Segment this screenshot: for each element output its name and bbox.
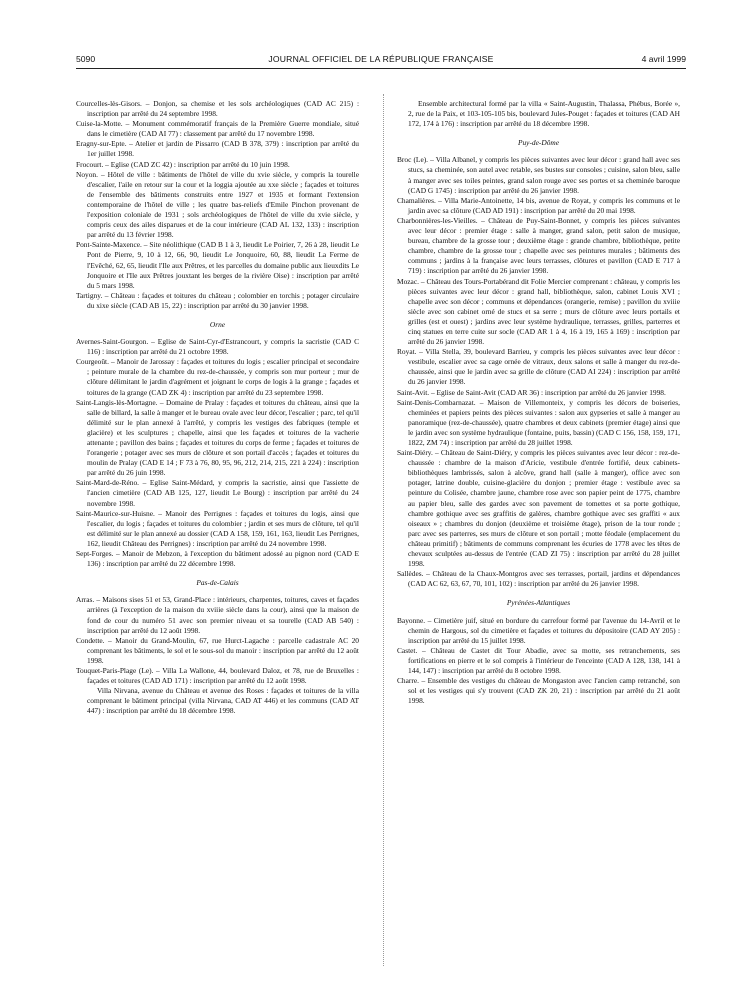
department-heading: Orne (209, 319, 226, 329)
monument-entry: Mozac. – Château des Tours-Portabérand dit Folie Mercier comprenant : château, y compris les pièces suivantes avec leur décor : grand hall, bibliothèque, salon, cabinet Louis XVI ; chapelle avec son décor ; communs et dépendances (orangerie, remise) ; pavillon du xviiie siècle avec son cabinet orné de stucs et sa serre ; murs de clôture avec leurs portails et grilles (est et ouest) ; jardins avec leur système hydraulique, terrasses, grilles, parterres et cinq statues en terre cuite sur socle (CAD AR 1 à 4, 16 à 19, 165 à 169) : inscription par arrêté du 26 janvier 1998. (397, 276, 680, 347)
column-divider (383, 94, 384, 966)
monument-entry: Saint-Denis-Combarnazat. – Maison de Villemonteix, y compris les décors de boiseries, cheminées et papiers peints des pièces suivantes : salon aux gypseries et salle à manger au panoramique (rez-de-chaussée), quatre chambres et deux cabinets (premier étage) ainsi que le jardin avec son système hydraulique (fontaine, puits, bassin) (CAD C 156, 158, 159, 171, 1822, ZM 74) : inscription par arrêté du 28 juillet 1998. (397, 397, 680, 447)
monument-entry: Frocourt. – Eglise (CAD ZC 42) : inscription par arrêté du 10 juin 1998. (76, 159, 290, 169)
journal-title: JOURNAL OFFICIEL DE LA RÉPUBLIQUE FRANÇAISE (268, 54, 494, 64)
monument-entry: Courcelles-lès-Gisors. – Donjon, sa chemise et les sols archéologiques (CAD AC 215) : inscription par arrêté du 24 septembre 1998. (76, 99, 359, 119)
monument-entry: Saint-Maurice-sur-Huisne. – Manoir des Perrignes : façades et toitures du logis, ainsi que l'escalier, du logis ; façades et toitures du colombier ; jardin et ses murs de clôture, tel qu'il est délimité sur le plan annexé au dossier (CAD A 158, 159, 161, 163, lieudit Les Perrignes, 162, lieudit Château des Perrignes) : inscription par arrêté du 24 novembre 1998. (76, 508, 359, 548)
monument-entry: Saint-Diéry. – Château de Saint-Diéry, y compris les pièces suivantes avec leur décor : rez-de-chaussée : chambre de la maison d'Aricie, vestibule d'entrée fortifié, deux cabinets-bibliothèques lambrissés, salon à alcôve, grand hall (salle à manger), office avec son potager, latrine double, cuisine-glacière du donjon ; premier étage : vestibule avec sa peinture du Colisée, chambre jaune, chambre rose avec son papier peint de 1775, chambre au papier bleu, salle des gardes avec son pavement de tomettes et sa porte gothique, chambre gothique avec ses graffitis de galères, chambre gothique avec ses graffiti « aux oiseaux » ; chambres du donjon (deuxième et troisième étage), prison de la tour ronde ; parc avec ses parterres, ses murs de clôture et son portail ; motte féodale (emplacement du château primitif) ; bâtiments de communs comprenant les écuries de 1778 avec les têtes de chevaux sculptées au-dessus de l'entrée (CAD ZI 75) : inscription par arrêté du 28 juillet 1998. (397, 448, 680, 569)
monument-entry: Saint-Mard-de-Réno. – Eglise Saint-Médard, y compris la sacristie, ainsi que l'assiette de l'ancien cimetière (CAD AB 125, 127, lieudit Le Bourg) : inscription par arrêté du 24 novembre 1998. (76, 478, 359, 508)
monument-entry-continued: Villa Nirvana, avenue du Château et avenue des Roses : façades et toitures de la villa comprenant le bâtiment principal (villa Nirvana, CAD AT 446) et les communs (CAD AT 447) : inscription par arrêté du 18 décembre 1998. (87, 686, 359, 716)
department-heading: Puy-de-Dôme (517, 138, 560, 148)
monument-entry: Chamalières. – Villa Marie-Antoinette, 14 bis, avenue de Royat, y compris les communs et le jardin avec sa clôture (CAD AD 191) : inscription par arrêté du 20 mai 1998. (397, 195, 680, 215)
page-header (76, 54, 686, 68)
monument-entry: Charre. – Ensemble des vestiges du château de Mongaston avec l'ancien camp retranché, son sol et les vestiges qui s'y trouvent (CAD ZK 20, 21) : inscription par arrêté du 21 août 1998. (397, 676, 680, 706)
monument-entry: Charbonnières-les-Vieilles. – Château de Puy-Saint-Bonnet, y compris les pièces suivantes avec leur décor : premier étage : salle à manger, grand salon, petit salon de musique, bureau, chambre de la grosse tour ; deuxième étage : grande chambre, bibliothèque, petite chambre, chambre de la grosse tour ; chapelle avec ses peintures murales ; bâtiments des communs ; jardins à la française avec leurs terrasses, clôtures et pavillon (CAD E 717 à 719) : inscription par arrêté du 26 janvier 1998. (397, 215, 680, 276)
issue-date: 4 avril 1999 (641, 54, 686, 64)
right-column (397, 99, 680, 706)
monument-entry-continued: Ensemble architectural formé par la villa « Saint-Augustin, Thalassa, Phébus, Borée », 2, rue de la Paix, et 103-105-105 bis, boulevard Jules-Pouget : façades et toitures (CAD AH 172, 174 à 176) : inscription par arrêté du 18 décembre 1998. (408, 99, 680, 129)
monument-entry: Arras. – Maisons sises 51 et 53, Grand-Place : intérieurs, charpentes, toitures, caves et façades arrières (à l'exception de la maison du xviiie siècle dans la cour), ainsi que la maison de fond de cour du numéro 51 avec son premier niveau et sa tourelle (CAD AB 540) : inscription par arrêté du 12 août 1998. (76, 595, 359, 635)
monument-entry: Noyon. – Hôtel de ville : bâtiments de l'hôtel de ville du xvie siècle, y compris la tourelle d'escalier, l'aile en retour sur la cour et la loggia ajoutée au xxe siècle ; façades et toitures de l'ensemble des bâtiments construits entre 1927 et 1935 et formant l'extension contemporaine de l'hôtel de ville ; les quatre bas-reliefs d'Emile Pinchon provenant de l'exposition coloniale de 1931 ; sols archéologiques de l'hôtel de ville du xvie siècle, y compris ceux des ailes disparues et de la cour intérieure (CAD AL 132, 133) : inscription par arrêté du 13 février 1998. (76, 169, 359, 240)
monument-entry: Tartigny. – Château : façades et toitures du château ; colombier en torchis ; potager circulaire du xixe siècle (CAD AB 15, 22) : inscription par arrêté du 30 janvier 1998. (76, 290, 359, 310)
monument-entry: Sept-Forges. – Manoir de Mebzon, à l'exception du bâtiment adossé au pignon nord (CAD E 136) : inscription par arrêté du 22 décembre 1998. (76, 549, 359, 569)
left-column (76, 99, 359, 716)
monument-entry: Pont-Sainte-Maxence. – Site néolithique (CAD B 1 à 3, lieudit Le Poirier, 7, 26 à 28, lieudit Le Pont de Pierre, 9, 10 à 12, 66, 90, lieudit Le Jonquoire, 60, 88, lieudit La Ferme de l'Evêché, 62, 65, lieudit l'Ile aux Prêtres, et les parcelles du domaine public aux lieuxdits Le Jonquoire et l'Ile aux Prêtres jouxtant les berges de la rivière Oise) : inscription par arrêté du 5 mars 1998. (76, 240, 359, 290)
monument-entry: Condette. – Manoir du Grand-Moulin, 67, rue Hurct-Lagache : parcelle cadastrale AC 20 comprenant les bâtiments, le sol et le sous-sol du manoir : inscription par arrêté du 12 août 1998. (76, 635, 359, 665)
department-heading: Pyrénées-Atlantiques (506, 598, 571, 608)
monument-entry: Saint-Avit. – Eglise de Saint-Avit (CAD AR 36) : inscription par arrêté du 26 janvier 1998. (397, 387, 666, 397)
monument-entry: Cuise-la-Motte. – Monument commémoratif français de la Première Guerre mondiale, situé dans le cimetière (CAD AI 77) : classement par arrêté du 17 novembre 1998. (76, 119, 359, 139)
monument-entry: Royat. – Villa Stella, 39, boulevard Barrieu, y compris les pièces suivantes avec leur décor : vestibule, escalier avec sa cage ornée de vitraux, deux salons et salle à manger du rez-de-chaussée, ainsi que le jardin avec sa grille de clôture (CAD AI 224) : inscription par arrêté du 26 janvier 1998. (397, 347, 680, 387)
monument-entry: Sallèdes. – Château de la Chaux-Montgros avec ses terrasses, portail, jardins et dépendances (CAD AC 62, 63, 67, 70, 101, 102) : inscription par arrêté du 26 janvier 1998. (397, 569, 680, 589)
department-heading: Pas-de-Calais (196, 578, 239, 588)
monument-entry: Eragny-sur-Epte. – Atelier et jardin de Pissarro (CAD B 378, 379) : inscription par arrêté du 1er juillet 1998. (76, 139, 359, 159)
monument-entry: Saint-Langis-lès-Mortagne. – Domaine de Pralay : façades et toitures du château, ainsi que la salle de billard, la salle à manger et le bureau ovale avec leur décor, l'escalier ; parc, tel qu'il délimité sur le plan annexé à l'arrêté, y compris les vestiges des fabriques (temple et glacière) et les sculptures ; chapelle, ainsi que les façades et toitures de la vacherie attenante ; pavillon des bains ; façades et toitures du corps de ferme ; façades et toitures de l'orangerie ; potager avec ses murs de clôture et son portail d'accès ; façades et toitures du moulin de Pralay (CAD E 14 ; F 73 à 76, 80, 95, 96, 212, 214, 215, 221 à 224) : inscription par arrêté du 26 juin 1998. (76, 397, 359, 478)
monument-entry: Bayonne. – Cimetière juif, situé en bordure du carrefour formé par l'avenue du 14-Avril et le chemin de Hargous, sol du cimetière et façades et toitures du dépositoire (CAD AY 205) : inscription par arrêté du 15 juillet 1998. (397, 615, 680, 645)
header-rule (76, 68, 686, 69)
monument-entry: Courgeoût. – Manoir de Jarossay : façades et toitures du logis ; escalier principal et secondaire ; peinture murale de la chambre du rez-de-chaussée, y compris son mur porteur ; mur de clôture délimitant le jardin d'agrément et joignant le corps de logis à la grange ; façades et toitures de la grange (CAD ZK 4) : inscription par arrêté du 23 septembre 1998. (76, 357, 359, 397)
monument-entry: Castet. – Château de Castet dit Tour Abadie, avec sa motte, ses retranchements, ses fortifications en pierre et le sol compris à l'intérieur de l'enceinte (CAD A 128, 138, 141 à 144, 147) : inscription par arrêté du 8 octobre 1998. (397, 645, 680, 675)
monument-entry: Broc (Le). – Villa Albanel, y compris les pièces suivantes avec leur décor : grand hall avec ses stucs, sa cheminée, son autel avec retable, ses bustes sur consoles ; cuisine, salon bleu, salle à manger avec ses toiles peintes, grand salon rouge avec ses portes et sa cheminée baroque (CAD G 1745) : inscription par arrêté du 26 janvier 1998. (397, 155, 680, 195)
page-number: 5090 (76, 54, 96, 64)
monument-entry: Avernes-Saint-Gourgon. – Eglise de Saint-Cyr-d'Estrancourt, y compris la sacristie (CAD C 116) : inscription par arrêté du 21 octobre 1998. (76, 337, 359, 357)
monument-entry: Touquet-Paris-Plage (Le). – Villa La Wallone, 44, boulevard Daloz, et 78, rue de Bruxelles : façades et toitures (CAD AD 171) : inscription par arrêté du 12 août 1998. (76, 665, 359, 686)
